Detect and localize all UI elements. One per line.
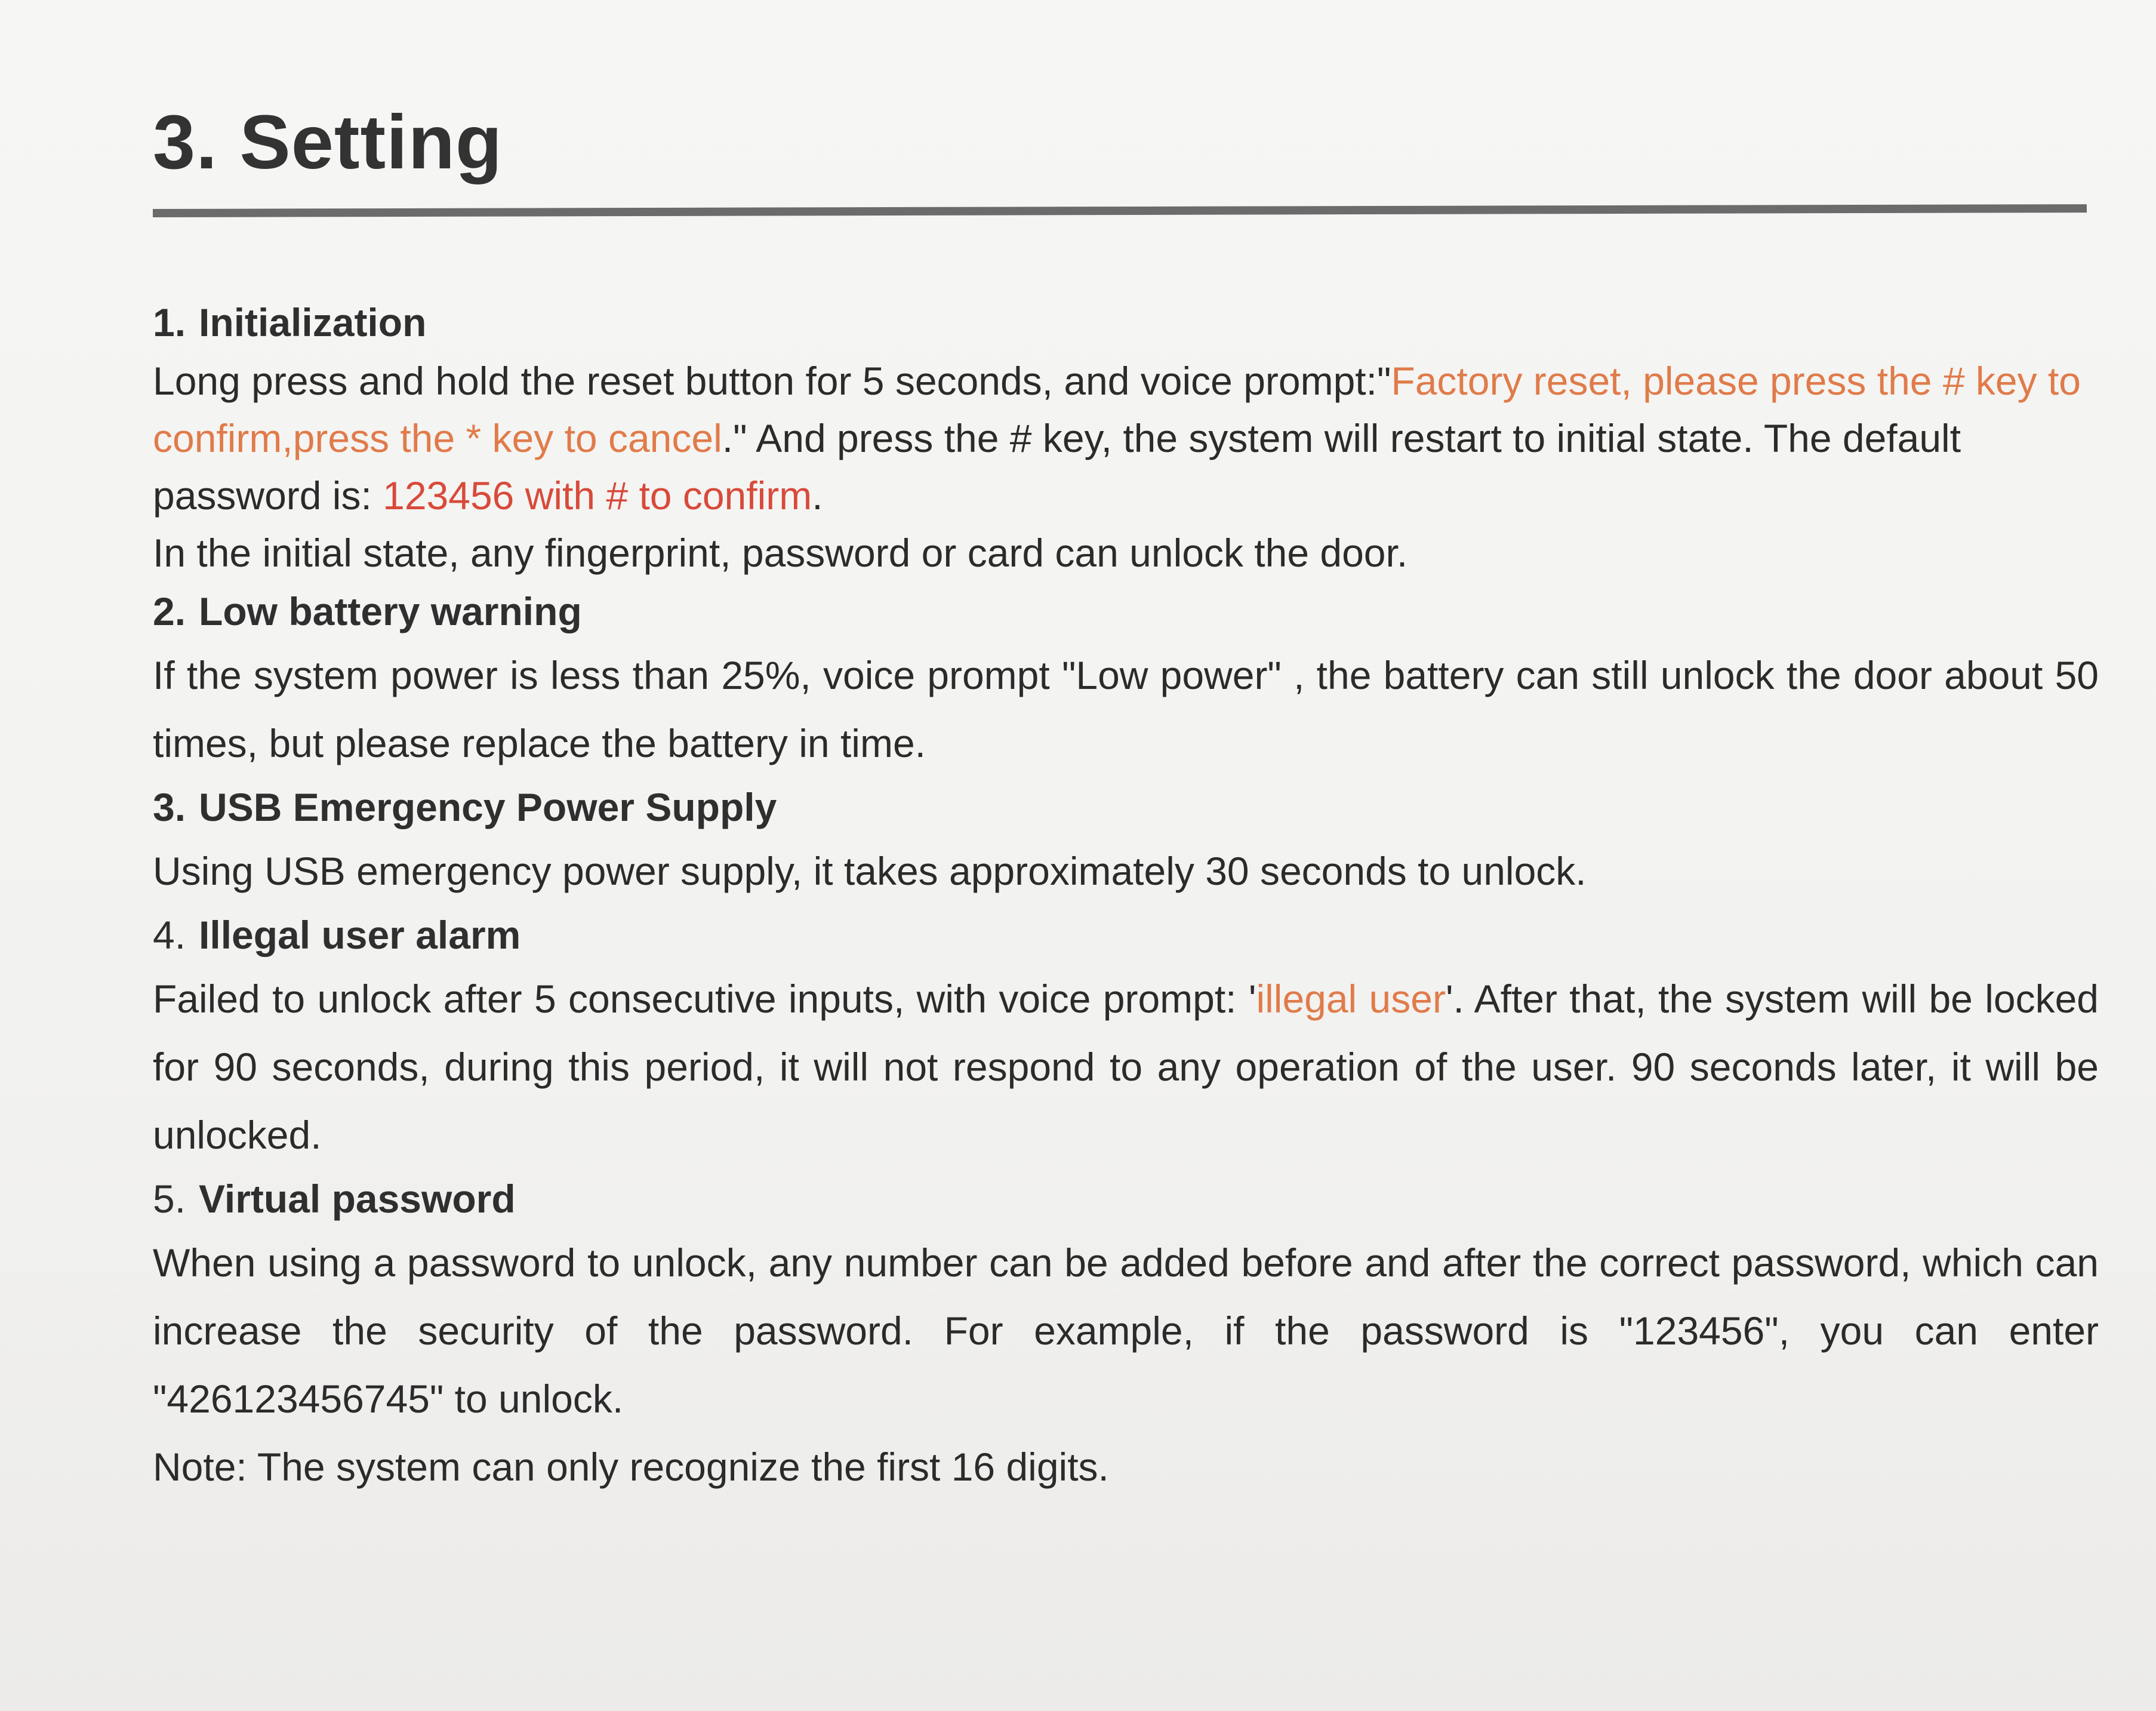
voice-prompt-highlight: illegal user (1256, 977, 1446, 1021)
section-heading (153, 1169, 2099, 1229)
section-number: 2. (153, 589, 186, 633)
section-illegal-user (153, 905, 2099, 1169)
text-run: Failed to unlock after 5 consecutive inputs, with voice prompt: ' (153, 977, 1256, 1021)
section-number: 3. (153, 785, 186, 829)
section-title: Illegal user alarm (199, 913, 521, 957)
section-heading (153, 905, 2099, 965)
section-number: 4. (153, 913, 186, 957)
section-initialization (153, 293, 2099, 581)
voice-prompt-highlight: Factory reset, please press the # key to confirm,press the * key to cancel (153, 359, 2081, 460)
section-heading (153, 777, 2099, 837)
section-paragraph (153, 352, 2099, 524)
section-title: USB Emergency Power Supply (199, 785, 777, 829)
title-underline (153, 204, 2087, 217)
text-run: . (812, 473, 823, 518)
section-paragraph: In the initial state, any fingerprint, password or card can unlock the door. (153, 531, 1408, 575)
section-paragraph (153, 965, 2099, 1169)
section-title: Virtual password (199, 1177, 516, 1221)
section-heading (153, 581, 2099, 641)
section-usb-emergency (153, 777, 2099, 905)
page-title: 3. Setting (153, 100, 503, 185)
section-note: Note: The system can only recognize the first 16 digits. (153, 1445, 1109, 1489)
section-title: Low battery warning (199, 589, 582, 633)
default-password-highlight: 123456 with # to confirm (383, 473, 812, 518)
text-run: ." And press the # key, the system will restart to initial state. The default password is: (153, 416, 1961, 518)
section-paragraph: When using a password to unlock, any number can be added before and after the correct password, which can increase the security of the password. For example, if the password is "123456", you can enter "426123456745" to unlock. (153, 1241, 2099, 1421)
section-virtual-password (153, 1169, 2099, 1501)
settings-content (153, 293, 2099, 1501)
section-low-battery (153, 581, 2099, 777)
section-heading (153, 293, 2099, 352)
section-number: 5. (153, 1177, 186, 1221)
section-number: 1. (153, 300, 186, 344)
text-run: '. After that, the system will be locked for 90 seconds, during this period, it will not respond to any operation of the user. 90 seconds later, it will be unlocked. (153, 977, 2099, 1157)
text-run: Long press and hold the reset button for 5 seconds, and voice prompt:" (153, 359, 1391, 403)
section-title: Initialization (199, 300, 427, 344)
section-paragraph: Using USB emergency power supply, it takes approximately 30 seconds to unlock. (153, 849, 1587, 893)
section-paragraph: If the system power is less than 25%, voice prompt "Low power" , the battery can still unlock the door about 50 times, but please replace the battery in time. (153, 653, 2099, 765)
